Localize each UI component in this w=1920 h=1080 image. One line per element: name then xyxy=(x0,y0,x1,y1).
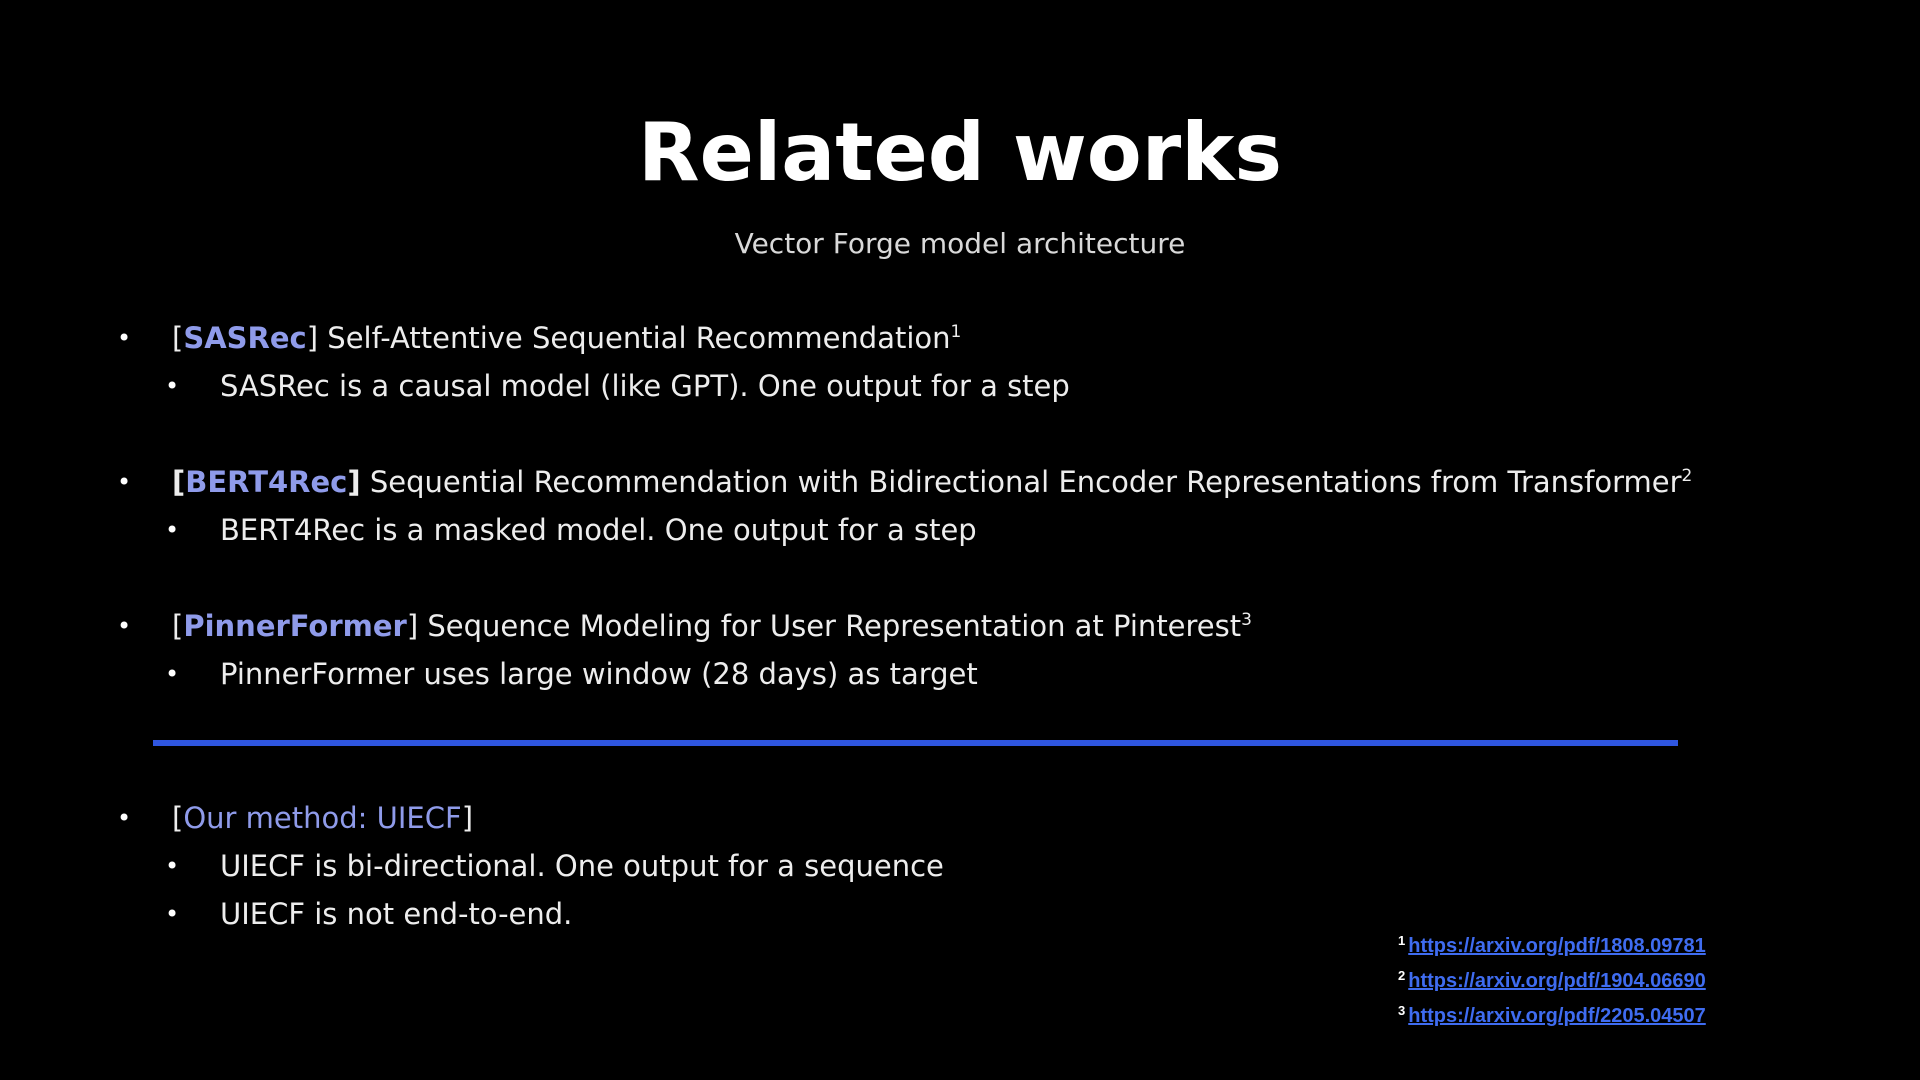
related-work-heading xyxy=(172,318,961,358)
reference-item xyxy=(1398,961,1706,996)
detail-text: PinnerFormer uses large window (28 days) as target xyxy=(220,657,978,691)
bullet-icon: • xyxy=(165,372,180,400)
close-bracket: ] xyxy=(406,609,419,643)
work-description: Self-Attentive Sequential Recommendation xyxy=(318,321,951,355)
reference-link[interactable]: https://arxiv.org/pdf/2205.04507 xyxy=(1408,1005,1706,1027)
bullet-icon: • xyxy=(165,516,180,544)
related-work-heading xyxy=(172,606,1252,646)
close-bracket: ] xyxy=(347,465,361,499)
reference-item xyxy=(1398,926,1706,961)
bullet-icon: • xyxy=(165,900,180,928)
reference-number: 2 xyxy=(1398,968,1406,983)
reference-number: 3 xyxy=(1398,1003,1406,1018)
our-method-heading xyxy=(172,798,473,838)
open-bracket: [ xyxy=(172,321,184,355)
slide-title: Related works xyxy=(637,106,1283,199)
open-bracket: [ xyxy=(172,465,186,499)
reference-number: 1 xyxy=(1398,933,1406,948)
detail-text: BERT4Rec is a masked model. One output for a step xyxy=(220,513,977,547)
work-description: Sequential Recommendation with Bidirectional Encoder Representations from Transformer xyxy=(360,465,1682,499)
bullet-icon: • xyxy=(165,852,180,880)
detail-text: UIECF is not end-to-end. xyxy=(220,897,573,931)
close-bracket: ] xyxy=(461,801,474,835)
work-name: PinnerFormer xyxy=(183,609,407,643)
bullet-icon: • xyxy=(117,612,132,640)
bullet-icon: • xyxy=(117,804,132,832)
reference-link[interactable]: https://arxiv.org/pdf/1904.06690 xyxy=(1408,970,1706,992)
related-work-heading xyxy=(172,462,1692,502)
reference-item xyxy=(1398,996,1706,1031)
slide-subtitle: Vector Forge model architecture xyxy=(734,227,1186,260)
footnote-marker: 1 xyxy=(950,322,962,342)
work-name: SASRec xyxy=(183,321,307,355)
work-name: BERT4Rec xyxy=(185,465,348,499)
footnote-marker: 3 xyxy=(1241,610,1252,630)
close-bracket: ] xyxy=(306,321,319,355)
open-bracket: [ xyxy=(172,801,184,835)
open-bracket: [ xyxy=(172,609,184,643)
footnote-marker: 2 xyxy=(1681,466,1693,486)
detail-text: UIECF is bi-directional. One output for a sequence xyxy=(220,849,944,883)
detail-text: SASRec is a causal model (like GPT). One output for a step xyxy=(220,369,1070,403)
bullet-icon: • xyxy=(117,324,132,352)
bullet-icon: • xyxy=(117,468,132,496)
bullet-icon: • xyxy=(165,660,180,688)
work-description: Sequence Modeling for User Representation at Pinterest xyxy=(418,609,1242,643)
section-divider xyxy=(153,740,1678,746)
method-name: Our method: UIECF xyxy=(183,801,462,835)
reference-link[interactable]: https://arxiv.org/pdf/1808.09781 xyxy=(1408,935,1706,957)
reference-list xyxy=(1398,926,1706,1031)
